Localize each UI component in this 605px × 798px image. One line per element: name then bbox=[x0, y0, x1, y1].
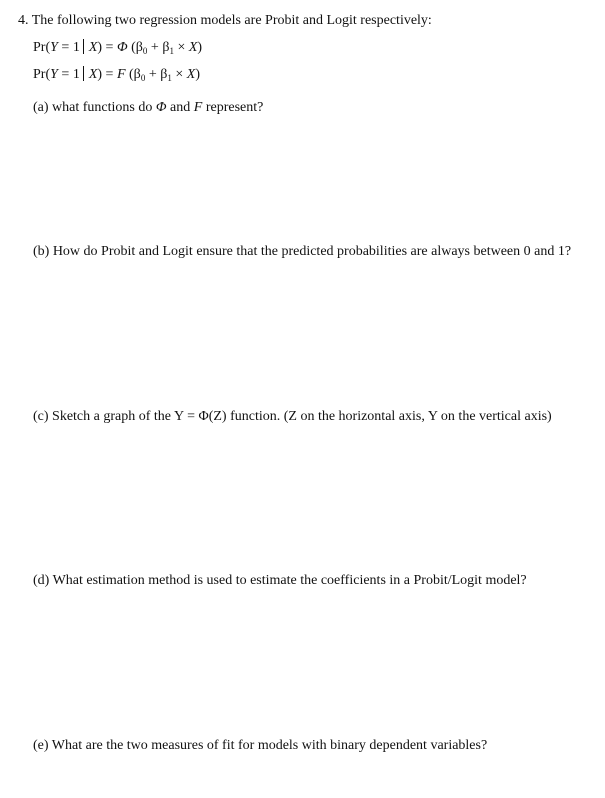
eq-text: = 1 bbox=[57, 40, 80, 55]
part-a-text: represent? bbox=[202, 100, 264, 115]
eq-var-x: X bbox=[188, 40, 198, 55]
eq-text: × bbox=[171, 67, 187, 82]
eq-var-y: Y bbox=[50, 40, 58, 55]
eq-subscript: 0 bbox=[142, 46, 148, 56]
eq-var-x: X bbox=[186, 67, 196, 82]
part-a-text: and bbox=[166, 100, 194, 115]
eq-function-f: F bbox=[116, 67, 126, 82]
question-header bbox=[18, 13, 432, 29]
eq-text: Pr( bbox=[33, 67, 51, 82]
eq-var-x: X bbox=[88, 67, 98, 82]
question-number: 4. bbox=[18, 13, 29, 28]
part-a-f: F bbox=[193, 100, 203, 115]
eq-text: + β bbox=[145, 67, 168, 82]
eq-text: × bbox=[173, 40, 189, 55]
part-e: (e) What are the two measures of fit for models with binary dependent variables? bbox=[33, 738, 488, 753]
conditional-bar bbox=[83, 39, 84, 54]
question-intro: The following two regression models are Probit and Logit respectively: bbox=[31, 13, 432, 28]
part-a-phi: Φ bbox=[155, 100, 167, 115]
part-a bbox=[33, 100, 263, 116]
eq-text: ) bbox=[197, 40, 203, 55]
part-b: (b) How do Probit and Logit ensure that the predicted probabilities are always between 0 and 1? bbox=[33, 244, 572, 259]
eq-text: ) = bbox=[97, 40, 117, 55]
eq-text: + β bbox=[147, 40, 170, 55]
conditional-bar bbox=[83, 66, 84, 81]
eq-var-y: Y bbox=[50, 67, 58, 82]
eq-text: ) bbox=[195, 67, 200, 82]
part-c: (c) Sketch a graph of the Y = Φ(Z) function. (Z on the horizontal axis, Y on the vertical axis) bbox=[33, 409, 552, 424]
probit-equation bbox=[33, 39, 202, 59]
eq-text: Pr( bbox=[33, 40, 51, 55]
eq-text: (β bbox=[127, 40, 143, 55]
eq-text: (β bbox=[125, 67, 141, 82]
part-a-text: (a) what functions do bbox=[33, 100, 156, 115]
eq-subscript: 1 bbox=[167, 73, 172, 83]
eq-text: = 1 bbox=[57, 67, 80, 82]
eq-subscript: 1 bbox=[169, 46, 174, 56]
eq-function-phi: Φ bbox=[116, 40, 128, 55]
eq-subscript: 0 bbox=[140, 73, 146, 83]
logit-equation bbox=[33, 66, 200, 86]
eq-text: ) = bbox=[97, 67, 117, 82]
eq-var-x: X bbox=[88, 40, 98, 55]
part-d: (d) What estimation method is used to estimate the coefficients in a Probit/Logit model? bbox=[33, 573, 527, 588]
